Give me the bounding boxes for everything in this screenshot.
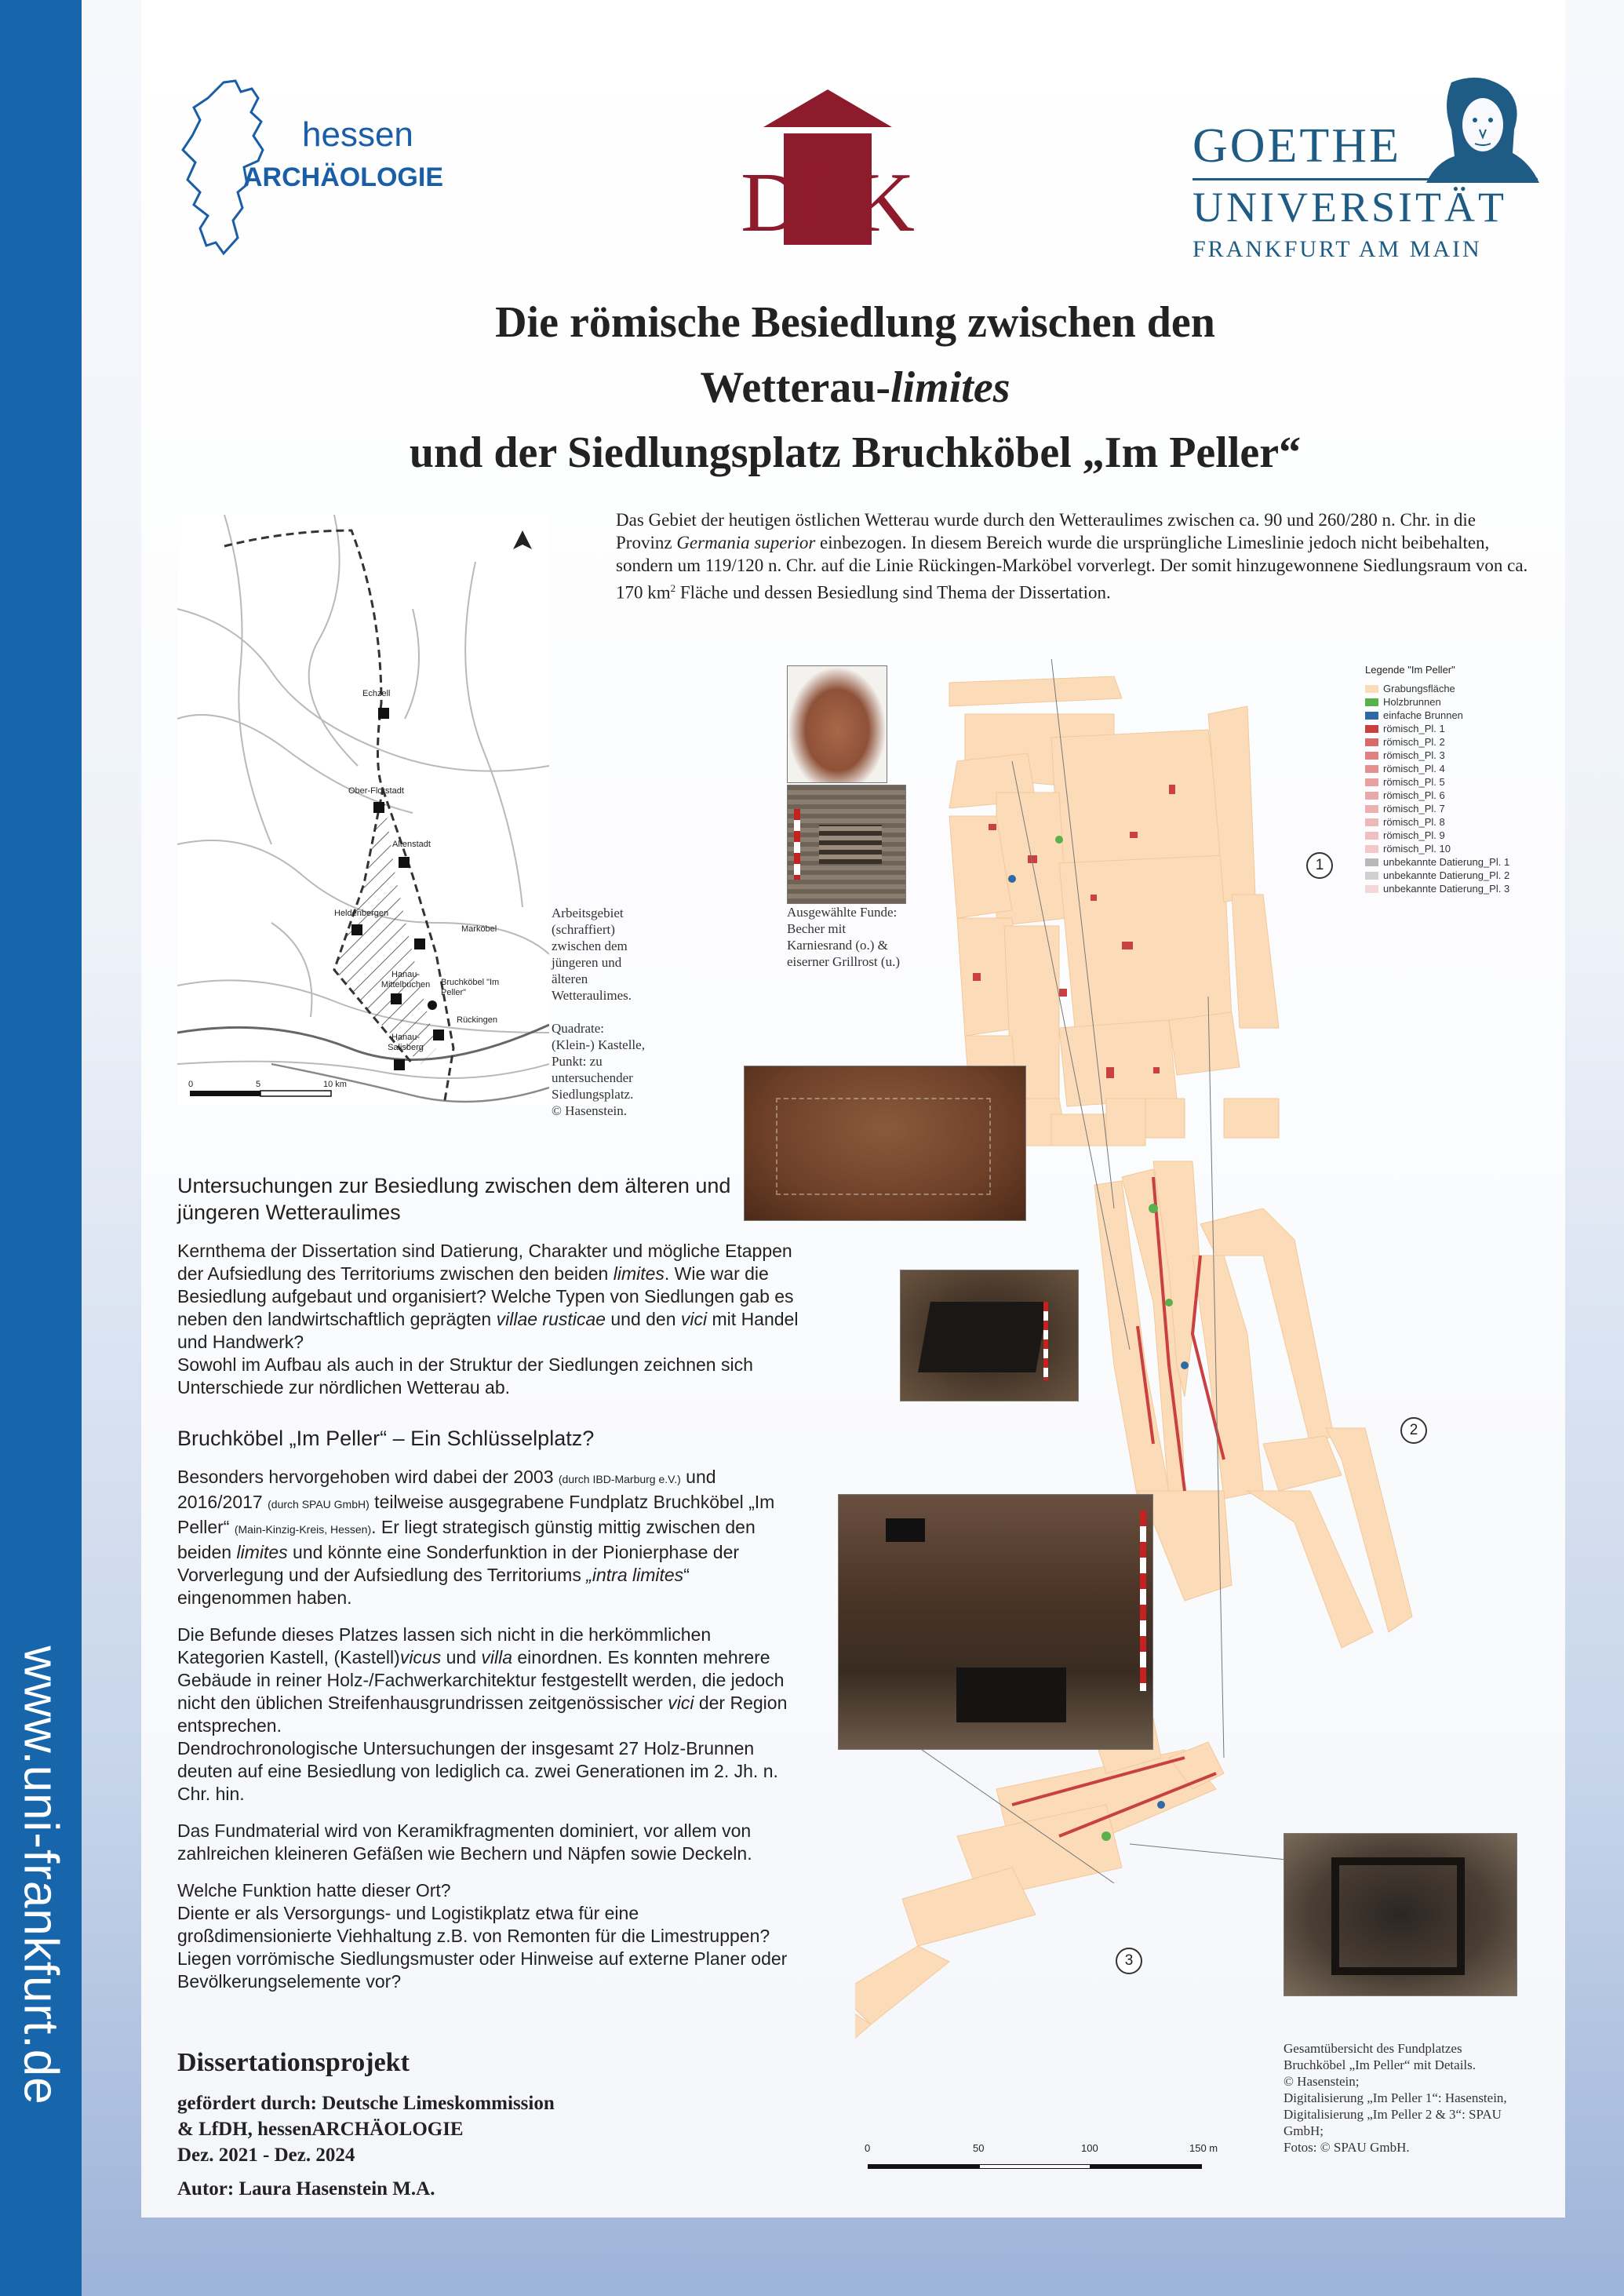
dlk-logo xyxy=(718,88,938,250)
intro-text-1: Das Gebiet der heutigen östlichen Wetterau wurde durch den Wetteraulimes zwischen ca. 90 und 260/280 n. Chr. in die Provinz xyxy=(616,510,1476,552)
frankfurt-am-main-word: FRANKFURT AM MAIN xyxy=(1193,236,1482,262)
legend-label: Holzbrunnen xyxy=(1383,696,1441,708)
section2-paragraph-3: Das Fundmaterial wird von Keramikfragmenten dominiert, vor allem von zahlreichen kleineren Gefäßen wie Bechern und Näpfen sowie Deckeln. xyxy=(177,1820,752,1864)
place-echzell: Echzell xyxy=(362,689,391,698)
legend-item xyxy=(1365,682,1553,695)
legend-item xyxy=(1365,855,1553,869)
s2-text: Besonders hervorgehoben wird dabei der 2003 xyxy=(177,1467,559,1487)
place-rueckingen: Rückingen xyxy=(457,1015,497,1025)
well-frame xyxy=(1331,1857,1465,1975)
title-line-2 xyxy=(180,355,1530,421)
s2-text: und könnte eine Sonderfunktion in der Pionierphase der Vorverlegung und der Aufsiedlung des Territoriums xyxy=(177,1542,740,1585)
legend-label: römisch_Pl. 8 xyxy=(1383,816,1445,828)
intro-germania: Germania superior xyxy=(676,533,816,552)
legend-swatch xyxy=(1365,872,1378,880)
website-url[interactable]: www.uni-frankfurt.de xyxy=(13,1645,68,2105)
plan-caption-line: © Hasenstein; xyxy=(1284,2074,1360,2089)
scale-bar-icon xyxy=(1043,1302,1048,1380)
region-map xyxy=(177,515,549,1105)
legend-label: römisch_Pl. 5 xyxy=(1383,776,1445,788)
s2-text: Dendrochronologische Untersuchungen der insgesamt 27 Holz-Brunnen deuten auf eine Besiedlung von lediglich ca. zwei Generationen im 2. Jh. n. Chr. hin. xyxy=(177,1738,778,1804)
s1-em-2: villae rusticae xyxy=(496,1309,606,1329)
goethe-word: GOETHE xyxy=(1193,119,1401,173)
place-hanau-mittelbuchen: Hanau-Mittelbuchen xyxy=(381,970,431,989)
legend-label: einfache Brunnen xyxy=(1383,709,1463,721)
legend-item xyxy=(1365,709,1553,722)
section1-paragraph xyxy=(177,1240,813,1399)
title-line-1: Die römische Besiedlung zwischen den xyxy=(495,298,1215,347)
scale-bar-icon xyxy=(1140,1511,1146,1691)
sidebar xyxy=(0,0,82,2296)
place-markoebel: Marköbel xyxy=(461,924,497,934)
legend-swatch xyxy=(1365,725,1378,733)
project-details xyxy=(177,2090,555,2202)
legend-item xyxy=(1365,695,1553,709)
s2-em: limites xyxy=(236,1542,288,1562)
plan-area-1-label: 1 xyxy=(1306,852,1333,879)
intro-text-3: Fläche und dessen Besiedlung sind Thema der Dissertation. xyxy=(675,582,1111,603)
legend-swatch xyxy=(1365,738,1378,746)
north-arrow-icon xyxy=(513,530,532,549)
legend-label: römisch_Pl. 6 xyxy=(1383,789,1445,801)
s2-text: . Er liegt strategisch günstig mittig zwischen den beiden xyxy=(177,1517,756,1562)
legend-label: römisch_Pl. 4 xyxy=(1383,763,1445,774)
trench-outline xyxy=(776,1098,991,1195)
section2-heading: Bruchköbel „Im Peller“ – Ein Schlüsselplatz? xyxy=(177,1427,595,1450)
s2-text: teilweise ausgegrabene Fundplatz Bruchköbel „Im Peller“ xyxy=(177,1492,775,1537)
well-interior-photo xyxy=(1284,1833,1517,1996)
legend-swatch xyxy=(1365,712,1378,720)
well-section-photo xyxy=(838,1494,1153,1750)
plan-scale-bar xyxy=(866,2159,1227,2177)
legend xyxy=(1365,664,1553,895)
legend-swatch xyxy=(1365,845,1378,853)
plan-scale-150m: 150 m xyxy=(1189,2142,1218,2154)
plan-scale-0: 0 xyxy=(865,2142,871,2154)
legend-item xyxy=(1365,762,1553,775)
plan-caption-line: Gesamtübersicht des Fundplatzes Bruchköbel „Im Peller“ mit Details. xyxy=(1284,2041,1477,2072)
s2-em: villa xyxy=(481,1647,512,1667)
finds-caption: Ausgewählte Funde: Becher mit Karniesrand (o.) & eiserner Grillrost (u.) xyxy=(787,905,900,969)
legend-label: unbekannte Datierung_Pl. 3 xyxy=(1383,883,1510,895)
plan-scale-50: 50 xyxy=(973,2142,985,2154)
plan-scale-100: 100 xyxy=(1081,2142,1098,2154)
project-funding: gefördert durch: Deutsche Limeskommission xyxy=(177,2093,555,2114)
legend-swatch xyxy=(1365,792,1378,800)
title-line-3: und der Siedlungsplatz Bruchköbel „Im Peller“ xyxy=(409,428,1302,477)
goethe-divider xyxy=(1193,178,1538,180)
legend-label: unbekannte Datierung_Pl. 2 xyxy=(1383,869,1510,881)
plan-area-3-label: 3 xyxy=(1116,1948,1142,1974)
legend-label: römisch_Pl. 1 xyxy=(1383,723,1445,734)
s1-em-3: vici xyxy=(680,1309,708,1329)
excavation-trench-photo xyxy=(744,1066,1026,1221)
s1-text-3: und den xyxy=(605,1309,681,1329)
s2-small: (durch SPAU GmbH) xyxy=(268,1498,370,1511)
s2-text: einordnen. Es konnten mehrere Gebäude in reiner Holz-/Fachwerkarchitektur festgestellt werden, die jedoch nicht den üblichen Streifenhausgrundrissen zeitgenössischer xyxy=(177,1647,785,1713)
plan-caption-line: Digitalisierung „Im Peller 1“: Hasenstein, xyxy=(1284,2090,1507,2105)
plan-caption xyxy=(1284,2040,1527,2156)
intro-paragraph xyxy=(616,508,1534,604)
s2-text: Die Befunde dieses Platzes lassen sich nicht in die herkömmlichen Kategorien Kastell, (Kastell) xyxy=(177,1624,712,1667)
s2-text: Diente er als Versorgungs- und Logistikplatz etwa für eine großdimensionierte Viehhaltung z.B. von Remonten für die Limestruppen? Liegen vorrömische Siedlungsmuster oder Hinweise auf externe Planer oder Bevölkerungselemente vor? xyxy=(177,1903,788,1992)
intro-text-2: einbezogen. In diesem Bereich wurde die ursprüngliche Limeslinie jedoch nicht beibehalten, sondern um 119/120 n. Chr. auf die Linie Rückingen-Marköbel vorverlegt. Der somit hinzugewonnene Siedlungsraum von ca. 170 km xyxy=(616,533,1528,603)
s1-text-5: Sowohl im Aufbau als auch in der Struktur der Siedlungen zeichnen sich Unterschiede zur nördlichen Wetterau ab. xyxy=(177,1354,753,1398)
project-heading: Dissertationsprojekt xyxy=(177,2048,410,2077)
section1-body xyxy=(177,1240,813,1413)
s2-em: vicus xyxy=(399,1647,442,1667)
scale-segment xyxy=(979,2164,1091,2169)
title-line-2-italic: limites xyxy=(890,363,1010,412)
timber-box xyxy=(918,1302,1048,1372)
plan-area-2-label: 2 xyxy=(1400,1417,1427,1444)
legend-item xyxy=(1365,829,1553,842)
legend-swatch xyxy=(1365,698,1378,706)
legend-item xyxy=(1365,749,1553,762)
universitaet-word: UNIVERSITÄT xyxy=(1193,184,1507,231)
section2-paragraph-2 xyxy=(177,1624,797,1806)
legend-item xyxy=(1365,789,1553,802)
legend-item xyxy=(1365,735,1553,749)
legend-swatch xyxy=(1365,858,1378,866)
plan-caption-line: Fotos: © SPAU GmbH. xyxy=(1284,2140,1410,2155)
archaeologie-wordmark: ARCHÄOLOGIE xyxy=(243,162,443,192)
s2-text: und 2016/2017 xyxy=(177,1467,716,1512)
scale-segment xyxy=(1091,2164,1202,2169)
legend-label: römisch_Pl. 2 xyxy=(1383,736,1445,748)
s1-text-4: mit Handel und Handwerk? xyxy=(177,1309,799,1352)
s2-em: vici xyxy=(668,1693,694,1713)
photo-label-board xyxy=(886,1518,925,1542)
dlk-letters: DLK xyxy=(741,156,915,250)
legend-swatch xyxy=(1365,685,1378,693)
scale-bar-icon xyxy=(794,809,800,880)
legend-title: Legende "Im Peller" xyxy=(1365,664,1455,676)
legend-swatch xyxy=(1365,805,1378,813)
section2-paragraph-1 xyxy=(177,1466,797,1609)
legend-swatch xyxy=(1365,765,1378,773)
well-box-photo xyxy=(900,1270,1079,1401)
s2-em: „intra limites xyxy=(586,1565,684,1585)
s1-em-1: limites xyxy=(613,1263,665,1284)
place-altenstadt: Altenstadt xyxy=(392,840,431,849)
legend-swatch xyxy=(1365,885,1378,893)
s2-text: “ eingenommen haben. xyxy=(177,1565,690,1608)
legend-label: unbekannte Datierung_Pl. 1 xyxy=(1383,856,1510,868)
s2-small: (durch IBD-Marburg e.V.) xyxy=(558,1473,681,1485)
hessen-archaeologie-logo xyxy=(177,75,459,263)
project-dates: Dez. 2021 - Dez. 2024 xyxy=(177,2145,355,2166)
project-funding-2: & LfDH, hessenARCHÄOLOGIE xyxy=(177,2119,464,2140)
scale-5: 5 xyxy=(256,1080,261,1089)
legend-label: römisch_Pl. 7 xyxy=(1383,803,1445,815)
well-bottom-timber xyxy=(956,1667,1066,1722)
s2-text: und xyxy=(441,1647,482,1667)
goethe-university-logo xyxy=(1193,75,1553,271)
map-caption-2: Quadrate: (Klein-) Kastelle, Punkt: zu untersuchender Siedlungsplatz. © Hasenstein. xyxy=(552,1021,645,1118)
legend-label: römisch_Pl. 3 xyxy=(1383,749,1445,761)
legend-item xyxy=(1365,815,1553,829)
s1-text-1: Kernthema der Dissertation sind Datierung, Charakter und mögliche Etappen der Aufsiedlung des Territoriums zwischen den beiden xyxy=(177,1241,792,1284)
map-caption-1: Arbeitsgebiet (schraffiert) zwischen dem jüngeren und älteren Wetteraulimes. xyxy=(552,906,632,1003)
hessen-wordmark: hessen xyxy=(302,115,413,154)
section2-body xyxy=(177,1466,797,2007)
project-author: Autor: Laura Hasenstein M.A. xyxy=(177,2178,435,2199)
s2-text: der Region entsprechen. xyxy=(177,1693,788,1736)
legend-swatch xyxy=(1365,832,1378,840)
legend-swatch xyxy=(1365,778,1378,786)
intro-superscript: 2 xyxy=(670,582,676,594)
scale-0: 0 xyxy=(188,1080,194,1089)
place-hanau-salisberg: Hanau-Salisberg xyxy=(388,1033,424,1052)
section1-heading: Untersuchungen zur Besiedlung zwischen dem älteren und jüngeren Wetteraulimes xyxy=(177,1174,731,1224)
title-line-2-text: Wetterau- xyxy=(700,363,891,412)
scale-segment xyxy=(868,2164,979,2169)
poster-title xyxy=(180,290,1530,486)
section2-paragraph-4 xyxy=(177,1879,797,1993)
place-heldenbergen: Heldenbergen xyxy=(334,909,389,918)
s2-text: Welche Funktion hatte dieser Ort? xyxy=(177,1880,451,1901)
place-ober-florstadt: Ober-Florstadt xyxy=(348,786,404,796)
legend-label: römisch_Pl. 9 xyxy=(1383,829,1445,841)
legend-item xyxy=(1365,882,1553,895)
goethe-portrait-icon xyxy=(1420,75,1546,184)
s2-small: (Main-Kinzig-Kreis, Hessen) xyxy=(234,1523,372,1536)
scale-10km: 10 km xyxy=(323,1080,347,1089)
place-bruchkoebel: Bruchköbel "Im Peller" xyxy=(441,978,500,997)
legend-label: römisch_Pl. 10 xyxy=(1383,843,1451,855)
plan-caption-line: Digitalisierung „Im Peller 2 & 3“: SPAU GmbH; xyxy=(1284,2107,1502,2138)
legend-item xyxy=(1365,722,1553,735)
legend-item xyxy=(1365,775,1553,789)
legend-swatch xyxy=(1365,818,1378,826)
legend-item xyxy=(1365,842,1553,855)
legend-item xyxy=(1365,802,1553,815)
legend-swatch xyxy=(1365,752,1378,760)
legend-item xyxy=(1365,869,1553,882)
legend-label: Grabungsfläche xyxy=(1383,683,1455,694)
s1-text-2: . Wie war die Besiedlung aufgebaut und organisiert? Welche Typen von Siedlungen gab es neben den landwirtschaftlich geprägten xyxy=(177,1263,794,1329)
